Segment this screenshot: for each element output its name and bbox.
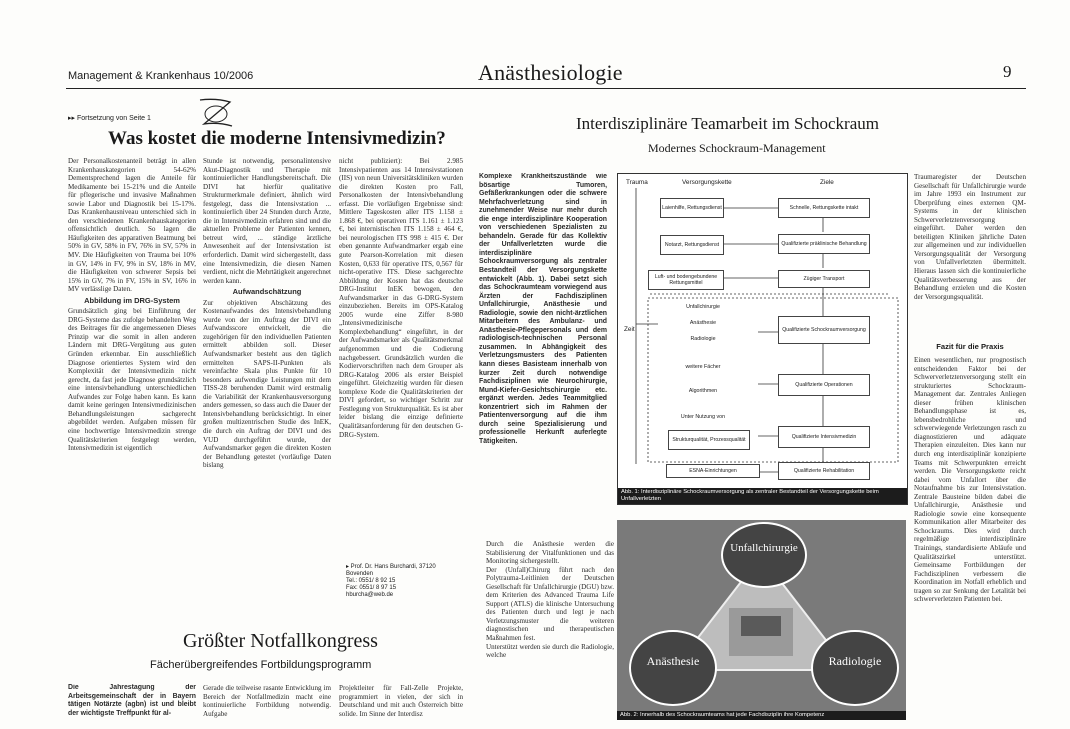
circle-radiologie: Radiologie bbox=[811, 630, 899, 706]
diagram-box-laienhilfe: Laienhilfe, Rettungsdienst bbox=[660, 198, 724, 218]
figure2-caption: Abb. 2: Innerhalb des Schockraumteams hat jede Fachdisziplin ihre Kompetenz bbox=[617, 711, 906, 720]
header-rule bbox=[66, 88, 1026, 89]
diagram-label: Radiologie bbox=[690, 336, 716, 342]
article1-contact: ▸ Prof. Dr. Hans Burchardi, 37120 Bovenden Tel.: 0551/ 8 92 15 Fax: 0551/ 8 97 15 hburcha@web.de bbox=[346, 564, 436, 598]
diagram-label: Anästhesie bbox=[689, 320, 717, 326]
diagram-col-trauma: Trauma bbox=[626, 179, 648, 186]
article1-column-1 bbox=[68, 157, 196, 720]
article3-column-2: Gerade die teilweise rasante Entwicklung im Bereich der Notfallmedizin macht eine kontinuierliche Fortbildung notwendig. Aufgabe bbox=[203, 684, 331, 718]
article1-col1b-text: Grundsätzlich ging bei Einführung der DRG-Systeme das zufolge behandelten Weg des Beitrages für die angemessenen Dieses Prinzip war die somit in allen anderen Ländern mit DRG-Vergütung aus guten Gründen erkennbar. Ein ausschließlich Diagnose orientiertes System wird den Komplexität der Intensivmedizin nicht gerecht, da fast jede Diagnose grundsätzlich eine intensivbehandlung unterschiedlichen Aufwandes zur Folge haben kann. Es kann damit keine geringen Intensivmedizinischen Behandlungsleistungen sachgerecht abgebildet werden. Aufgaben müssen für eine hochwertige Intensivmedizin strenge Qualitätskriterien festgelegt werden, Intensivmedizin ist eigentlich bbox=[68, 307, 196, 453]
article2-bullet: • Unterstützt werden sie durch die Radiologie, welche bbox=[486, 643, 614, 660]
article1-subheading-drg: Abbildung im DRG-System bbox=[84, 295, 180, 305]
article2-right-top: Traumaregister der Deutschen Gesellschaft für Unfallchirurgie wurde im Jahre 1993 ein Instrument zur Überprüfung eines externen QM-Systems in der klinischen Schwerverletztenversorgung eingeführt. Daher werden den beteiligten Kliniken jährliche Daten zur allgemeinen und zur individuellen Versorgungsqualität der Versorgung von Unfallverletzten übermittelt. Hieraus lassen sich die kontinuierliche Qualitätsverbesserung aus der Behandlung erzielen und die Kosten der Versorgungsqualität. bbox=[914, 173, 1026, 301]
diagram-box-notarzt: Notarzt, Rettungsdienst bbox=[660, 235, 724, 255]
diagram-box-esna: ESNA-Einrichtungen bbox=[666, 464, 760, 478]
fazit-heading: Fazit für die Praxis bbox=[936, 342, 1004, 351]
article1-col2b-text: Zur objektiven Abschätzung des Kostenaufwandes des Intensivbehandlung wurde von der im Auftrag der DIVI ein Aufwandsscore entwickelt, die die zugehörigen für den individuellen Patienten ermittelt abbilden soll. Dieser Aufwandsmarker besteht aus den täglich ermittelten SAPS-II-Punkten als vereinfachte Skala plus Punkte für 10 besonders aufwendige Leistungen mit dem TISS-28 beruhenden Damit wird erstmalig die Variabilität der Krankenhausversorgung anders gemessen, so dass auch die Dauer der Intensivbehandlung berücksichtigt. In einer großen multizentrischen Studie des InEK, die durch ein Auftrag der DIVI und des VUD durchgeführt wurde, der Aufwandsmarker gegen die direkten Kosten der Behandlung getestet (vorläufige Daten bislang bbox=[203, 298, 331, 470]
article2-right-bottom: Einen wesentlichen, nur prognostisch entscheidenden Faktor bei der Schwerverletztenversorgung stellt ein strukturiertes Schockraum-Management dar. Zentrales Anliegen dieser frühen klinischen Behandlungsphase ist es, lebensbedrohliche und schwerwiegende Verletzungen rasch zu diagnostizieren und adäquate Therapien einzuleiten. Dies kann nur durch eng interdisziplinär konzipierte Teams mit Schwerpunkten erreicht werden. Die Versorgungskette reicht dabei vom Unfallort über die Notaufnahme bis zur Intensivstation. Zentrale Bausteine bilden dabei die Unfallchirurgie, Anästhesie und Radiologie sowie eine konsequente Kommunikation aller Mitarbeiter des Schockraums. Dies wird durch regelmäßige interdisziplinäre Trainings, standardisierte Abläufe und Qualitätszirkel unterstützt. Gemeinsame Fortbildungen der Fachdisziplinen verbessern die Koordination im Notfall erheblich und tragen so zur Senkung der Letalität bei schwerverletzten Patienten bei. bbox=[914, 356, 1026, 604]
diagram-box-rettungsmittel: Luft- und bodengebundene Rettungsmittel bbox=[648, 270, 724, 290]
article1-title: Was kostet die moderne Intensivmedizin? bbox=[108, 128, 446, 149]
article1-column-2 bbox=[203, 157, 331, 617]
diagram-box-quality: Strukturqualität, Prozessqualität bbox=[668, 430, 750, 450]
article1-subheading-aufwand: Aufwandschätzung bbox=[232, 287, 302, 297]
diagram-label: weitere Fächer bbox=[685, 364, 721, 370]
handwritten-mark-icon bbox=[196, 96, 236, 130]
diagram-goal-rettungskette: Schnelle, Rettungskette intakt bbox=[778, 198, 870, 218]
diagram-goal-intensiv: Qualifizierte Intensivmedizin bbox=[778, 426, 870, 448]
article2-subtitle: Modernes Schockraum-Management bbox=[648, 141, 826, 155]
article2-lead: Komplexe Krankheitszustände wie bösartige Tumoren, Gefäßerkrankungen oder die schwere Mehrfachverletzung sind in zunehmender Weise nur mehr durch die enge interdisziplinäre Kooperation von verschiedenen Spezialisten zu behandeln. Gerade für das Kollektiv der Unfallverletzten wurde die interdisziplinäre Schockraumversorgung als zentraler Bestandteil der Versorgungskette entwickelt (Abb. 1). Dabei setzt sich das Schockraumteam vorwiegend aus Ärzten der Fachdisziplinen Unfallchirurgie, Anästhesie und Radiologie, sowie den nicht-ärztlichen Mitarbeitern des Ambulanz- und Anästhesie-Pflegepersonals und dem radiologisch-technischen Personal zusammen. In Abhängigkeit des Verletzungsmusters des Patienten kann dieses Basisteam innerhalb von kurzer Zeit durch notwendige Fachdisziplinen wie Neurochirurgie, Mund-Kiefer-Gesichtschirurgie etc. ergänzt werden. Jedes Teammitglied konzentriert sich im Rahmen der Patientenversorgung auf die ihm durch seine Spezialisierung und professionelle Herkunft auferlegte Tätigkeiten. bbox=[479, 173, 607, 445]
article3-title: Größter Notfallkongress bbox=[183, 630, 378, 652]
article3-column-1: Die Jahrestagung der Arbeitsgemeinschaft der in Bayern tätigen Notärzte (agbn) ist und bleibt der wichtigste Treffpunkt für al- bbox=[68, 684, 196, 717]
article1-col3-text: nicht publiziert): Bei 2.985 Intensivpatienten aus 14 Intensivstationen (IIS) von neun Universitätskliniken wurden die direkten Kosten pro Fall, Personalkosten der Intensivbehandlung erfasst. Die vorläufigen Ergebnisse sind: Mittlere Tageskosten aller ITS 1.158 ± 1.868 €, bei operativen ITS 1.161 ± 1.123 €, bei internistischen ITS 1.158 ± 464 €, bei neurologischen ITS 998 ± 415 €. Der eben genannte Aufwandmarker ergab eine gute Pearson-Korrelation mit diesen Kosten, 0,633 für operative ITS, 0,567 für nicht-operative ITS. Diese sachgerechte Abbildung der Kosten hat das deutsche DRG-Institut InEK bewogen, den Aufwandsmarker in das G-DRG-System einzubeziehen. Bereits im OPS-Katalog 2005 wurde eine Ziffer 8-980 „Intensivmedizinische Komplexbehandlung“ eingeführt, in der der Aufwandsmarker als Qualitätsmerkmal aufgenommen und die Codierung nachgebessert. Grundsätzlich wurden die Kodiervorschriften nach dem Grouper als DRG-Katalog 2006 als erster Beispiel eingeführt. Gleichzeitig wurden für diesen komplexe Kode die Qualitätskriterien der DIVI gefordert, so wichtiger Schritt zur Festlegung von Strukturqualität. Es ist aber leider bislang die einzige definierte Qualitätsanforderung für den deutschen G-DRG-System. bbox=[339, 157, 463, 439]
diagram-label: Algorithmen bbox=[688, 388, 718, 394]
article3-column-3: Projektleiter für Fall-Zelle Projekte, programmiert in vielen, der sich in Deutschland und mit auch Österreich bitte solide. Im Sinne der Interdisz bbox=[339, 684, 463, 718]
article2-bullet: • Durch die Anästhesie werden die Stabilisierung der Vitalfunktionen und das Monitoring sichergestellt. bbox=[486, 540, 614, 566]
continuation-note: ▸▸ Fortsetzung von Seite 1 bbox=[68, 115, 151, 122]
article1-col2-text: Stunde ist notwendig, personalintensive Akut-Diagnostik und Therapie mit kontinuierlicher Handlungsbereitschaft. Die DIVI hat hierfür qualitative Strukturmerkmale definiert, ähnlich wird festgelegt, dass die Intensivstation ... kontinuierlich über 24 Stunden durch Ärzte, die in Intensivmedizin erfahren sind und die aktuellen Probleme der Patienten kennen, betreut wird, ... ständige ärztliche Anwesenheit auf der Intensivstation ist erforderlich. Damit wird sichergestellt, dass eine Intensivmedizin, die diesen Namen verdient, nicht die Mehrtätigkeit angerechnet werden kann. bbox=[203, 157, 331, 285]
section-title: Anästhesiologie bbox=[478, 60, 623, 85]
diagram-goal-operationen: Qualifizierte Operationen bbox=[778, 374, 870, 396]
article2-bullet: • Der (Unfall)Chirurg führt nach den Polytrauma-Leitlinien der Deutschen Gesellschaft für Unfallchirurgie (DGU) bzw. dem Kriterien des Advanced Trauma Life Support (ATLS) die klinische Untersuchung des Patienten durch und legt je nach Verletzungsmuster die weiteren diagnostischen und therapeutischen Maßnahmen fest. bbox=[486, 566, 614, 643]
issue-line: Management & Krankenhaus 10/2006 bbox=[68, 70, 254, 82]
circle-unfallchirurgie: Unfallchirurgie bbox=[721, 522, 807, 588]
diagram-label: Unfallchirurgie bbox=[686, 304, 720, 310]
diagram-goal-schockraum: Qualifizierte Schockraumversorgung bbox=[778, 316, 870, 344]
article2-bullet-list bbox=[479, 540, 614, 726]
article1-column-3 bbox=[339, 157, 463, 557]
diagram-goal-praeklinisch: Qualifizierte präklinische Behandlung bbox=[778, 234, 870, 254]
circle-anaesthesie: Anästhesie bbox=[629, 630, 717, 706]
diagram-col-chain: Versorgungskette bbox=[682, 179, 732, 186]
diagram-label: Unter Nutzung von bbox=[680, 414, 726, 420]
diagram-col-goal: Ziele bbox=[820, 179, 834, 186]
diagram-goal-transport: Zügiger Transport bbox=[778, 270, 870, 288]
figure1-diagram bbox=[617, 173, 908, 505]
article3-subtitle: Fächerübergreifendes Fortbildungsprogramm bbox=[150, 659, 372, 671]
article2-title: Interdisziplinäre Teamarbeit im Schockraum bbox=[576, 114, 879, 133]
page-number: 9 bbox=[1003, 62, 1012, 81]
diagram-goal-reha: Qualifizierte Rehabilitation bbox=[778, 462, 870, 480]
figure2-photo bbox=[617, 520, 906, 720]
article1-col1-text: Der Personalkostenanteil beträgt in allen Krankenhauskategorien 54-62% Dementsprechend lagen die Anteile für Medikamente bei 15-21% und die Anteile für pflegerische und invasive Maßnahmen sowie Labor und Diagnostik bei 15-17%. Das Krankenhausniveau unterschied sich in den verschiedenen Krankenhauskategorien offensichtlich deutlich. So lagen die Häufigkeiten des apparativen Beatmung bei 50% in GV, 58% in FV, 76% in SV, 57% in MV. Die Häufigkeiten von Trauma bei 10% in GV, 14% in FV, 9% in SV, 18% in MV, die Häufigkeiten von schwerer Sepsis bei 15% in GV, 7% in FV, 15% in SV, 16% in MV verlässlige Daten. bbox=[68, 157, 196, 294]
diagram-time-label: Zeit bbox=[624, 326, 635, 333]
figure1-caption: Abb. 1: Interdisziplinäre Schockraumversorgung als zentraler Bestandteil der Versorgungskette beim Unfallverletzten bbox=[618, 488, 907, 504]
